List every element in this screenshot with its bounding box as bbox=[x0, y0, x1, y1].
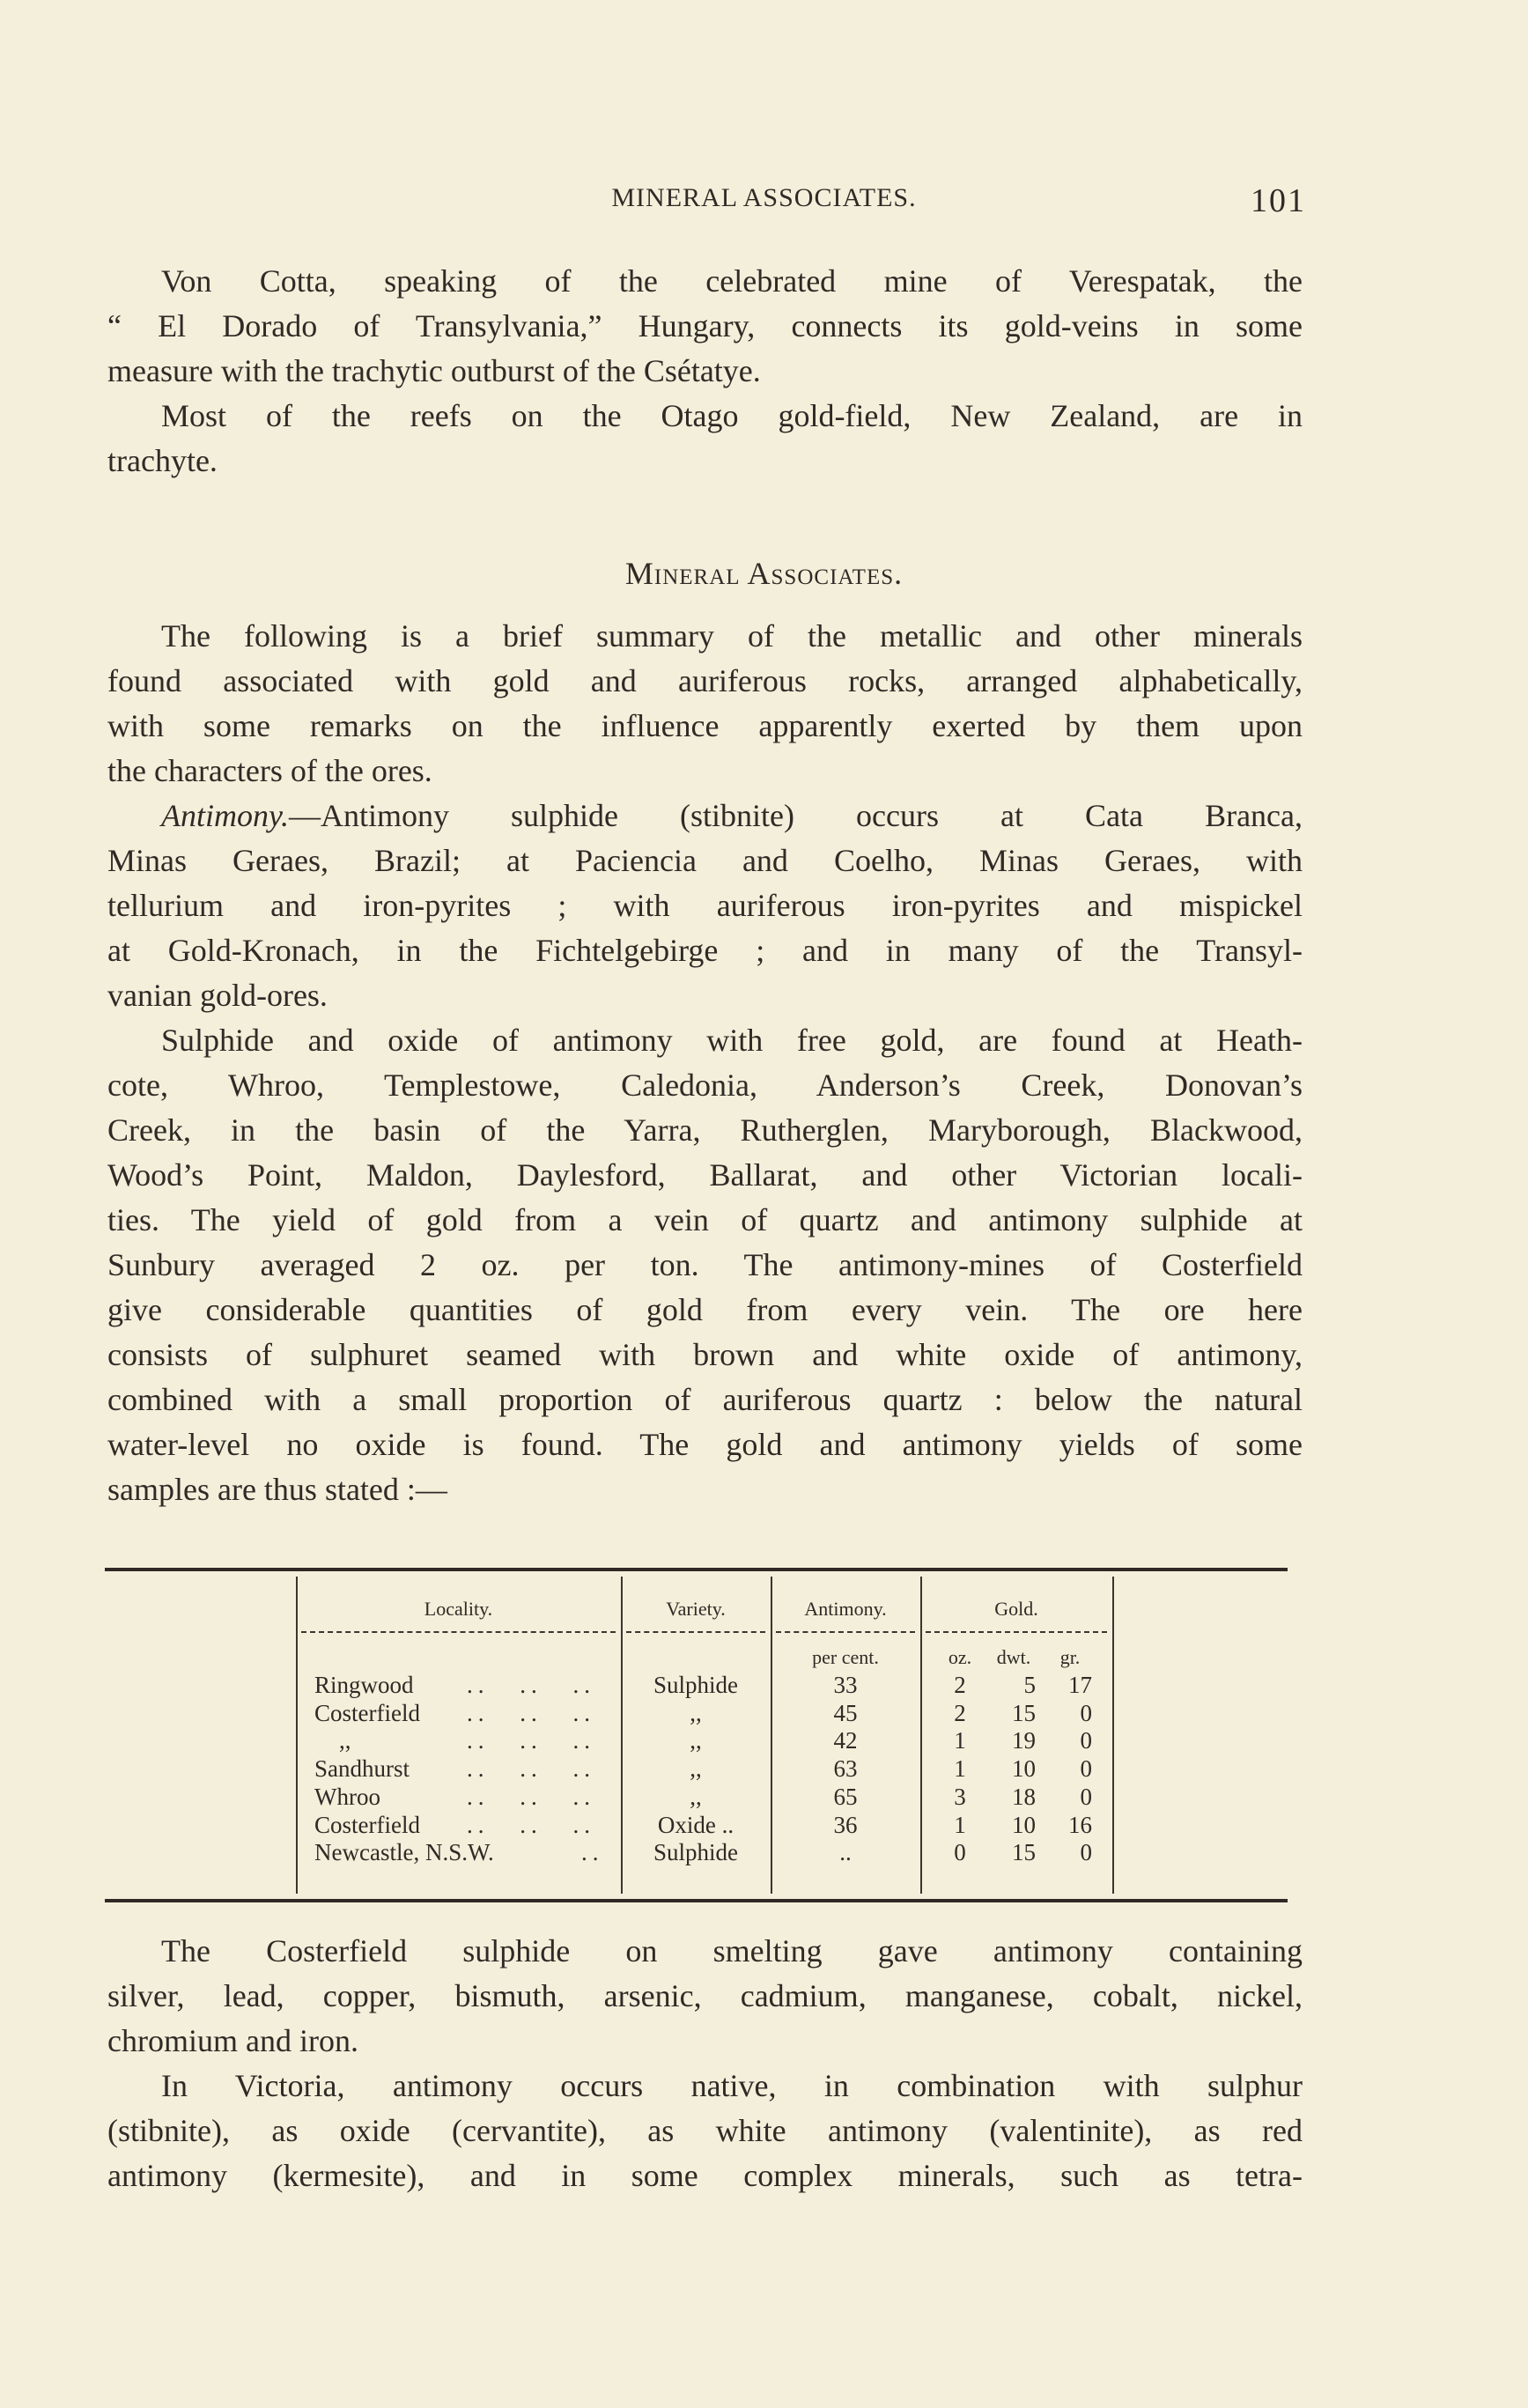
unit-oz: oz. bbox=[948, 1646, 972, 1668]
line-text: samples are thus stated :— bbox=[107, 1472, 447, 1507]
line-text: Minas Geraes, Brazil; at Paciencia and Coelho, Minas Geraes, with bbox=[107, 843, 1303, 878]
column-divider bbox=[920, 1577, 922, 1894]
paragraph bbox=[107, 2064, 1303, 2198]
line-text: ties. The yield of gold from a vein of quartz and antimony sulphide at bbox=[107, 1202, 1303, 1237]
line-text: combined with a small proportion of auriferous quartz : below the natural bbox=[107, 1382, 1303, 1417]
gold-gr-cell: 0 bbox=[1080, 1755, 1092, 1783]
gold-gr-cell: 0 bbox=[1080, 1839, 1092, 1866]
text-line bbox=[107, 614, 1303, 659]
table-bottom-rule bbox=[105, 1899, 1288, 1902]
line-text: The Costerfield sulphide on smelting gave antimony containing bbox=[161, 1933, 1303, 1969]
body-text-middle bbox=[107, 614, 1303, 1512]
line-text: Sulphide and oxide of antimony with free gold, are found at Heath- bbox=[161, 1023, 1303, 1058]
line-text: silver, lead, copper, bismuth, arsenic, cadmium, manganese, cobalt, nickel, bbox=[107, 1978, 1303, 2013]
line-text: give considerable quantities of gold from every vein. The ore here bbox=[107, 1292, 1303, 1327]
variety-cell: Sulphide bbox=[653, 1839, 738, 1866]
antimony-cell: 63 bbox=[833, 1755, 858, 1783]
text-line bbox=[107, 1974, 1303, 2019]
line-text: The following is a brief summary of the metallic and other minerals bbox=[161, 618, 1303, 654]
text-line bbox=[107, 928, 1303, 973]
text-line bbox=[107, 1108, 1303, 1153]
antimony-cell: 65 bbox=[833, 1783, 858, 1810]
line-text: —Antimony sulphide (stibnite) occurs at Cata Branca, bbox=[288, 798, 1303, 833]
gold-dwt-cell: 5 bbox=[1023, 1672, 1036, 1698]
text-line bbox=[107, 2153, 1303, 2198]
antimony-cell: 36 bbox=[833, 1811, 858, 1838]
gold-dwt-cell: 15 bbox=[1012, 1699, 1036, 1726]
text-line bbox=[107, 883, 1303, 928]
text-line bbox=[107, 439, 1303, 484]
text-line bbox=[107, 1243, 1303, 1288]
text-line bbox=[107, 2109, 1303, 2153]
paragraph bbox=[107, 1018, 1303, 1512]
text-line bbox=[107, 1467, 1303, 1512]
text-line bbox=[107, 1018, 1303, 1063]
column-divider bbox=[296, 1577, 298, 1894]
variety-cell: ,, bbox=[690, 1783, 702, 1810]
text-line bbox=[107, 259, 1303, 304]
text-line bbox=[107, 2019, 1303, 2064]
gold-dwt-cell: 18 bbox=[1012, 1783, 1036, 1810]
paragraph bbox=[107, 1929, 1303, 2064]
gold-dwt-cell: 19 bbox=[1012, 1727, 1036, 1754]
line-text: chromium and iron. bbox=[107, 2023, 358, 2058]
line-text: Most of the reefs on the Otago gold-field, New Zealand, are in bbox=[161, 398, 1303, 433]
header-locality: Locality. bbox=[424, 1598, 493, 1620]
italic-lead: Antimony. bbox=[161, 798, 289, 833]
text-line bbox=[107, 1288, 1303, 1333]
section-heading: Mineral Associates. bbox=[624, 556, 904, 591]
body-text-bottom bbox=[107, 1929, 1303, 2198]
line-text: tellurium and iron-pyrites ; with auriferous iron-pyrites and mispickel bbox=[107, 888, 1303, 923]
header-gold: Gold. bbox=[994, 1598, 1038, 1620]
variety-cell: Sulphide bbox=[653, 1672, 738, 1698]
locality-cell: Newcastle, N.S.W. bbox=[314, 1839, 494, 1866]
text-line bbox=[107, 838, 1303, 883]
line-text: vanian gold-ores. bbox=[107, 978, 328, 1013]
gold-dwt-cell: 15 bbox=[1012, 1839, 1036, 1866]
line-text: found associated with gold and auriferous rocks, arranged alphabetically, bbox=[107, 663, 1303, 698]
leader-dots: .. .. .. bbox=[467, 1727, 595, 1754]
paragraph bbox=[107, 259, 1303, 394]
line-text: In Victoria, antimony occurs native, in combination with sulphur bbox=[161, 2068, 1303, 2103]
line-text: Wood’s Point, Maldon, Daylesford, Ballarat, and other Victorian locali- bbox=[107, 1157, 1303, 1193]
antimony-cell: 42 bbox=[833, 1727, 858, 1754]
paragraph bbox=[107, 794, 1303, 1018]
line-text: Von Cotta, speaking of the celebrated mine of Verespatak, the bbox=[161, 263, 1303, 299]
variety-cell: ,, bbox=[690, 1699, 702, 1726]
line-text: measure with the trachytic outburst of the Csétatye. bbox=[107, 353, 761, 388]
header-underline bbox=[776, 1631, 915, 1635]
unit-per-cent: per cent. bbox=[812, 1646, 879, 1668]
text-line bbox=[107, 704, 1303, 749]
line-text: (stibnite), as oxide (cervantite), as white antimony (valentinite), as red bbox=[107, 2113, 1303, 2148]
leader-dots: .. .. .. bbox=[467, 1811, 595, 1838]
line-text: “ El Dorado of Transylvania,” Hungary, connects its gold-veins in some bbox=[107, 308, 1303, 343]
gold-oz-cell: 0 bbox=[954, 1839, 966, 1866]
gold-gr-cell: 0 bbox=[1080, 1783, 1092, 1810]
text-line bbox=[107, 749, 1303, 794]
text-line bbox=[107, 1929, 1303, 1974]
text-line bbox=[107, 1378, 1303, 1422]
text-line bbox=[107, 1333, 1303, 1378]
variety-cell: ,, bbox=[690, 1727, 702, 1754]
header-underline bbox=[626, 1631, 765, 1635]
text-line bbox=[107, 394, 1303, 439]
locality-cell: Sandhurst bbox=[314, 1755, 410, 1783]
paragraph bbox=[107, 614, 1303, 794]
gold-gr-cell: 0 bbox=[1080, 1727, 1092, 1754]
page-number: 101 bbox=[1251, 182, 1306, 219]
text-line bbox=[107, 794, 1303, 838]
running-head: MINERAL ASSOCIATES. bbox=[611, 183, 917, 212]
leader-dots: .. .. .. bbox=[467, 1755, 595, 1783]
leader-dots: .. .. .. bbox=[467, 1699, 595, 1726]
locality-cell: Costerfield bbox=[314, 1699, 420, 1726]
text-line bbox=[107, 1153, 1303, 1198]
locality-cell: Ringwood bbox=[314, 1672, 414, 1698]
line-text: Creek, in the basin of the Yarra, Rutherglen, Maryborough, Blackwood, bbox=[107, 1112, 1303, 1148]
text-line bbox=[107, 1422, 1303, 1467]
gold-oz-cell: 1 bbox=[954, 1727, 966, 1754]
antimony-cell: .. bbox=[839, 1839, 852, 1866]
gold-dwt-cell: 10 bbox=[1012, 1811, 1036, 1838]
leader-dots: .. .. .. bbox=[467, 1783, 595, 1810]
unit-dwt: dwt. bbox=[996, 1646, 1031, 1668]
gold-dwt-cell: 10 bbox=[1012, 1755, 1036, 1783]
line-text: antimony (kermesite), and in some complex minerals, such as tetra- bbox=[107, 2158, 1303, 2193]
gold-oz-cell: 1 bbox=[954, 1811, 966, 1838]
table-top-rule bbox=[105, 1568, 1288, 1571]
text-line bbox=[107, 349, 1303, 394]
leader-dots: .. bbox=[581, 1839, 604, 1866]
line-text: the characters of the ores. bbox=[107, 753, 432, 788]
line-text: Sunbury averaged 2 oz. per ton. The antimony-mines of Costerfield bbox=[107, 1247, 1303, 1282]
paragraph bbox=[107, 394, 1303, 484]
line-text: consists of sulphuret seamed with brown and white oxide of antimony, bbox=[107, 1337, 1303, 1372]
locality-cell: Whroo bbox=[314, 1783, 380, 1810]
line-text: at Gold-Kronach, in the Fichtelgebirge ; and in many of the Transyl- bbox=[107, 933, 1303, 968]
text-line bbox=[107, 659, 1303, 704]
leader-dots: .. .. .. bbox=[467, 1672, 595, 1698]
text-line bbox=[107, 304, 1303, 349]
header-underline bbox=[926, 1631, 1107, 1635]
variety-cell: Oxide .. bbox=[657, 1811, 734, 1838]
antimony-cell: 33 bbox=[833, 1672, 858, 1698]
text-line bbox=[107, 1063, 1303, 1108]
gold-gr-cell: 16 bbox=[1068, 1811, 1092, 1838]
body-text-top bbox=[107, 259, 1303, 484]
line-text: water-level no oxide is found. The gold and antimony yields of some bbox=[107, 1427, 1303, 1462]
unit-gr: gr. bbox=[1059, 1646, 1081, 1668]
gold-oz-cell: 2 bbox=[954, 1672, 966, 1698]
gold-oz-cell: 3 bbox=[954, 1783, 966, 1810]
line-text: cote, Whroo, Templestowe, Caledonia, Anderson’s Creek, Donovan’s bbox=[107, 1067, 1303, 1103]
variety-cell: ,, bbox=[690, 1755, 702, 1783]
locality-cell: ,, bbox=[339, 1727, 351, 1754]
text-line bbox=[107, 1198, 1303, 1243]
locality-cell: Costerfield bbox=[314, 1811, 420, 1838]
header-underline bbox=[301, 1631, 616, 1635]
line-text: with some remarks on the influence apparently exerted by them upon bbox=[107, 708, 1303, 743]
gold-gr-cell: 0 bbox=[1080, 1699, 1092, 1726]
column-divider bbox=[1112, 1577, 1114, 1894]
text-line bbox=[107, 973, 1303, 1018]
gold-oz-cell: 2 bbox=[954, 1699, 966, 1726]
line-text: trachyte. bbox=[107, 443, 218, 478]
gold-oz-cell: 1 bbox=[954, 1755, 966, 1783]
antimony-cell: 45 bbox=[833, 1699, 858, 1726]
header-variety: Variety. bbox=[666, 1598, 726, 1620]
gold-gr-cell: 17 bbox=[1068, 1672, 1092, 1698]
text-line bbox=[107, 2064, 1303, 2109]
header-antimony: Antimony. bbox=[804, 1598, 887, 1620]
